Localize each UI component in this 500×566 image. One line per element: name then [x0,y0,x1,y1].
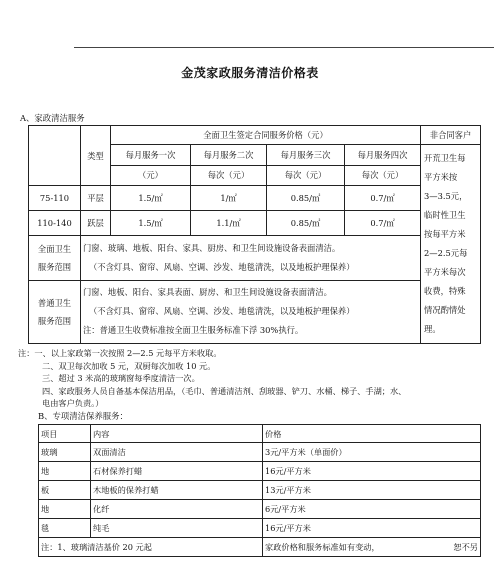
table-row [39,462,481,481]
content-cell: 化纤 [91,500,263,519]
noncontract-line: 按每平方米 [424,229,466,239]
price-cell: 3元/平方米（单面价） [263,443,481,462]
price-table-b [38,424,481,557]
section-b-heading: B、专项清洁保养服务： [38,411,128,421]
price-cell: 0.7/㎡ [345,186,421,211]
scope-line: 门窗、地板、阳台、家具表面、厨房、和卫生间设施设备表面清洁。 [83,287,332,298]
scope-line: 门窗、玻璃、地板、阳台、家具、厨房、和卫生间设施设备表面清洁。 [83,243,341,254]
unit-1: （元） [111,165,191,186]
normal-scope-text [81,280,421,343]
header-price: 价格 [263,425,481,443]
price-row [29,186,481,211]
price-cell: 1.1/㎡ [191,211,267,236]
freq-2: 每月服务二次 [191,145,267,166]
noncontract-line: 平方米按 [424,172,458,182]
noncontract-line: 理。 [424,324,441,334]
price-cell: 13元/平方米 [263,481,481,500]
price-cell: 16元/平方米 [263,519,481,538]
noncontract-line: 3—3.5元， [424,191,468,201]
price-cell: 0.7/㎡ [345,211,421,236]
noncontract-terms [421,145,481,344]
footer-note: 注：1、玻璃清洁基价 20 元起 [39,538,263,557]
note-line: 三、超过 3 米高的玻璃窗每季度清洁一次。 [42,373,200,384]
full-scope-label [29,236,81,281]
type-cell: 跃层 [81,211,111,236]
unit-2: 每次（元） [191,165,267,186]
price-cell: 0.85/㎡ [267,211,345,236]
noncontract-line: 平方米每次 [424,267,466,277]
type-header: 类型 [81,126,111,186]
note-line: 电由客户负责。） [42,398,104,409]
noncontract-header: 非合同客户 [421,126,481,145]
scope-line: 注：普通卫生收费标准按全面卫生服务标准下浮 30%执行。 [83,325,304,336]
item-cell: 毯 [39,519,91,538]
note-line: 四、家政服务人员自备基本保洁用品，（毛巾、普通清洁剂、刮玻器、铲刀、水桶、梯子、手湖；水、 [42,385,407,396]
note-line: 二、双卫每次加收 5 元，双厨每次加收 10 元。 [42,360,216,371]
content-cell: 木地板的保养打蜡 [91,481,263,500]
item-cell: 地 [39,462,91,481]
price-cell: 0.85/㎡ [267,186,345,211]
freq-1: 每月服务一次 [111,145,191,166]
normal-scope-row [29,280,481,343]
noncontract-line: 情况酌情处 [424,305,466,315]
type-cell: 平层 [81,186,111,211]
noncontract-line: 2—2.5元每 [424,248,468,258]
price-row [29,211,481,236]
price-cell: 1.5/㎡ [111,211,191,236]
full-scope-text [81,236,421,281]
unit-3: 每次（元） [267,165,345,186]
freq-3: 每月服务三次 [267,145,345,166]
normal-scope-label [29,280,81,343]
noncontract-line: 开荒卫生每 [424,153,466,163]
label-line: 全面卫生 [37,244,72,255]
content-cell: 石材保养打蜡 [91,462,263,481]
label-line: 服务范围 [37,315,72,326]
note-line: 注：一、以上家政第一次按照 2—2.5 元每平方米收取。 [18,348,222,358]
item-cell: 地 [39,500,91,519]
table-row [39,443,481,462]
header-content: 内容 [91,425,263,443]
price-cell: 1.5/㎡ [111,186,191,211]
noncontract-line: 收费，特殊 [424,286,466,296]
disclaimer-text-end: 恕不另 [453,542,478,552]
content-cell: 纯毛 [91,519,263,538]
area-cell: 110-140 [29,211,81,236]
page-title: 金茂家政服务清洁价格表 [181,66,319,80]
unit-4: 每次（元） [345,165,421,186]
price-cell: 16元/平方米 [263,462,481,481]
top-rule [74,47,494,48]
table-footer-row [39,538,481,557]
label-line: 普通卫生 [37,297,72,308]
contract-price-header: 全面卫生签定合同服务价格（元） [111,126,421,145]
full-scope-row [29,236,481,281]
area-cell: 75-110 [29,186,81,211]
footer-disclaimer [263,538,481,557]
table-row [39,519,481,538]
price-table-a [28,125,481,344]
freq-4: 每月服务四次 [345,145,421,166]
table-a-header-row [29,126,481,145]
disclaimer-text: 家政价格和服务标准如有变动， [265,542,380,552]
content-cell: 双面清洁 [91,443,263,462]
label-line: 服务范围 [37,262,72,273]
item-cell: 板 [39,481,91,500]
notes-block [18,347,406,410]
scope-line: （不含灯具、窗帘、风扇、空调、沙发、地毯清洗，以及地板护理保养） [89,306,355,317]
table-b-header-row [39,425,481,443]
section-a-heading: A、家政清洁服务 [20,113,85,123]
price-cell: 6元/平方米 [263,500,481,519]
price-cell: 1/㎡ [191,186,267,211]
item-cell: 玻璃 [39,443,91,462]
table-row [39,481,481,500]
header-item: 项目 [39,425,91,443]
scope-line: （不含灯具、窗帘、风扇、空调、沙发、地毯清洗，以及地板护理保养） [89,262,355,273]
blank-cell [29,126,81,186]
noncontract-line: 临时性卫生 [424,210,466,220]
table-row [39,500,481,519]
